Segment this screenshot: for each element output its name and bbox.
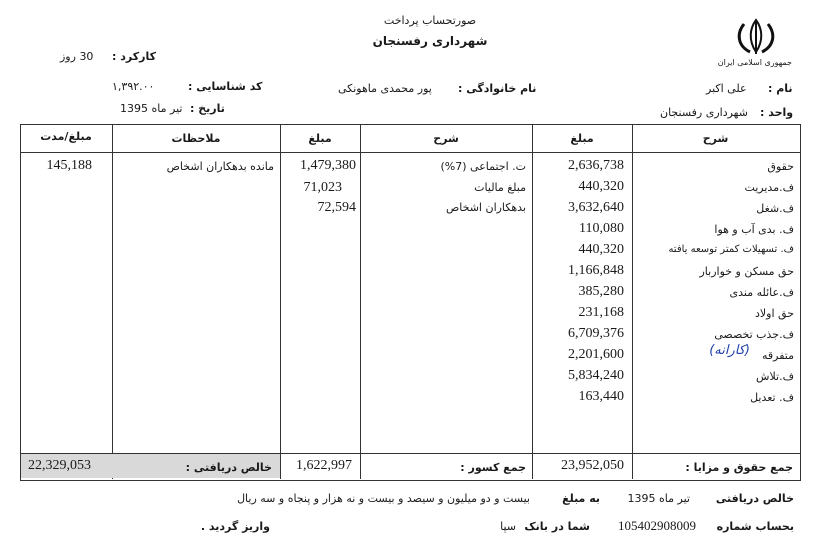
deduction-amount: 71,023	[303, 180, 342, 195]
earning-amount: 3,632,640	[568, 200, 624, 215]
earning-amount: 440,320	[578, 242, 624, 257]
handwritten-note: (کارانه)	[709, 343, 750, 358]
deduction-label: مبلغ مالیات	[474, 181, 526, 194]
earning-label: متفرقه	[761, 349, 794, 362]
footer-amount-words: بیست و دو میلیون و سیصد و بیست و نه هزار و پنجاه و سه ریال	[237, 492, 530, 505]
table-row	[532, 326, 800, 346]
name-value: علی اکبر	[706, 82, 747, 95]
footer-deposit-text: واریز گردید .	[200, 520, 270, 533]
footer-net-label: خالص دریافتی	[715, 492, 794, 505]
deductions-total-value: 1,622,997	[296, 458, 352, 473]
earning-label: ف.جذب تخصصی	[714, 328, 794, 341]
col-amount-per: مبلغ/مدت	[40, 130, 92, 143]
earning-label: حق مسکن و خواربار	[699, 265, 794, 278]
days-label: کارکرد :	[112, 50, 156, 63]
header-divider	[20, 152, 800, 153]
unit-label: واحد :	[760, 106, 794, 119]
table-row	[532, 389, 800, 409]
table-row	[532, 305, 800, 325]
col-amount-right: مبلغ	[570, 132, 594, 145]
earning-amount: 2,636,738	[568, 158, 624, 173]
earning-label: ف. تعدیل	[750, 391, 794, 404]
col-desc-right: شرح	[702, 132, 729, 145]
table-row	[532, 242, 800, 262]
footer-amount-label: به مبلغ	[562, 492, 600, 505]
earnings-total-label: جمع حقوق و مزایا :	[685, 461, 793, 474]
date-label: تاریخ :	[190, 102, 225, 115]
days-value: 30 روز	[60, 50, 94, 63]
date-value: تیر ماه 1395	[120, 102, 183, 115]
code-value: ۱,۳۹۲.۰۰	[112, 80, 155, 93]
emblem-caption: جمهوری اسلامی ایران	[717, 58, 792, 67]
table-row	[532, 221, 800, 241]
footer-period: تیر ماه 1395	[627, 492, 690, 505]
table-row	[532, 343, 800, 367]
table-row	[532, 200, 800, 220]
earnings-list	[532, 158, 800, 448]
org-name: شهرداری رفسنجان	[372, 34, 488, 48]
earning-label: ف. تسهیلات کمتر توسعه یافته	[668, 244, 794, 255]
col-notes: ملاحظات	[171, 132, 221, 145]
table-row	[532, 284, 800, 304]
earning-label: حقوق	[767, 160, 794, 173]
earning-amount: 440,320	[578, 179, 624, 194]
family-label: نام خانوادگی :	[458, 82, 537, 95]
earning-amount: 1,166,848	[568, 263, 624, 278]
earning-label: ف.مدیریت	[744, 181, 794, 194]
earning-label: حق اولاد	[754, 307, 794, 320]
iran-emblem-icon	[732, 18, 780, 56]
earning-label: ف.شغل	[756, 202, 794, 215]
earning-amount: 6,709,376	[568, 326, 624, 341]
unit-value: شهرداری رفسنجان	[660, 106, 748, 119]
deduction-amount: 1,479,380	[300, 158, 356, 173]
notes-amount: 145,188	[46, 158, 92, 173]
code-label: کد شناسایی :	[188, 80, 263, 93]
earning-amount: 163,440	[578, 389, 624, 404]
earning-label: ف.تلاش	[756, 370, 794, 383]
notes-text: مانده بدهکاران اشخاص	[166, 160, 274, 173]
earnings-total-value: 23,952,050	[561, 458, 624, 473]
earning-amount: 2,201,600	[568, 347, 624, 362]
net-total-value: 22,329,053	[28, 458, 91, 473]
deduction-label: ت. اجتماعی (7%)	[440, 160, 526, 173]
footer-account-label: بحساب شماره	[716, 520, 794, 533]
table-row	[532, 263, 800, 283]
deduction-amount: 72,594	[317, 200, 356, 215]
table-row	[532, 368, 800, 388]
name-label: نام :	[768, 82, 793, 95]
col-amount-mid: مبلغ	[308, 132, 332, 145]
footer-account-number: 105402908009	[618, 518, 696, 533]
earning-label: ف. بدی آب و هوا	[714, 223, 794, 236]
deductions-total-label: جمع کسور :	[460, 461, 526, 474]
table-row	[532, 179, 800, 199]
earning-amount: 231,168	[578, 305, 624, 320]
deduction-label: بدهکاران اشخاص	[445, 201, 526, 214]
net-total-label: خالص دریافتی :	[185, 461, 272, 474]
footer-bank-name: سپا	[500, 520, 516, 533]
family-value: پور محمدی ماهونکی	[338, 82, 432, 95]
footer-bank-label: شما در بانک	[524, 520, 590, 533]
table-row	[532, 158, 800, 178]
earning-amount: 385,280	[578, 284, 624, 299]
earning-label: ف.عائله مندی	[729, 286, 794, 299]
earning-amount: 5,834,240	[568, 368, 624, 383]
col-desc-mid: شرح	[433, 132, 459, 145]
document-title: صورتحساب پرداخت	[383, 14, 477, 27]
earning-amount: 110,080	[579, 221, 624, 236]
